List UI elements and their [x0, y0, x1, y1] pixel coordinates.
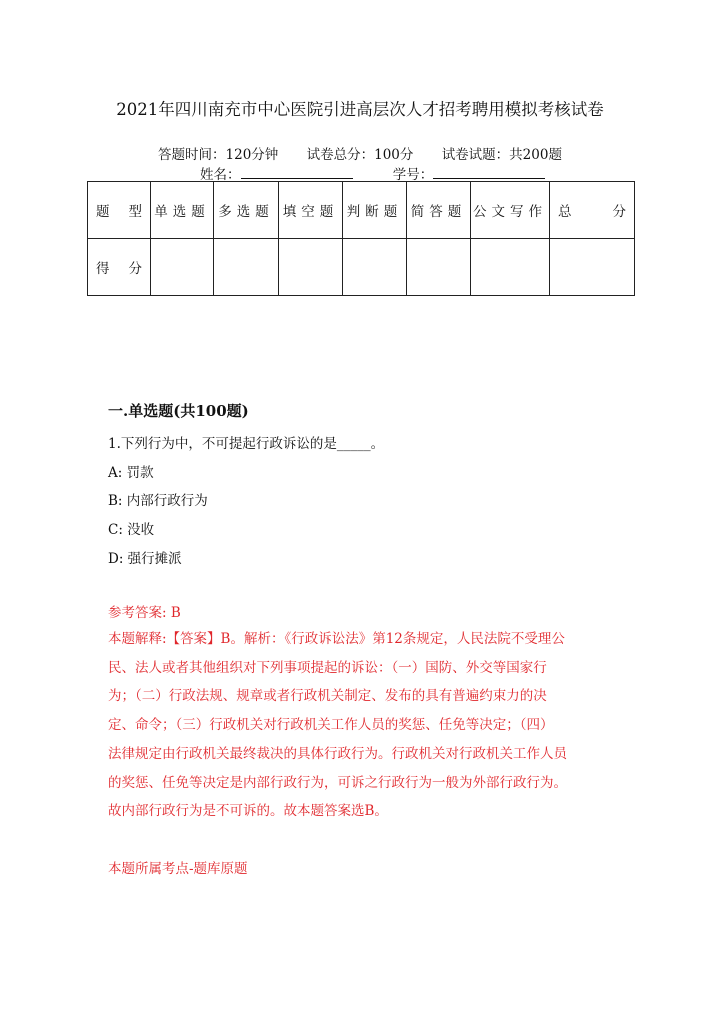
header-cell: 多选题 [214, 182, 279, 239]
header-cell: 型 [128, 204, 142, 220]
explanation-line: 故内部行政行为是不可诉的。故本题答案选B。 [108, 803, 388, 819]
option-c: C: 没收 [108, 522, 155, 538]
exam-time: 答题时间：120分钟 [158, 147, 279, 163]
header-cell: 分 [612, 204, 626, 220]
explanation-line: 定、命令；（三）行政机关对行政机关工作人员的奖惩、任免等决定；（四） [108, 717, 554, 733]
score-cell [343, 239, 407, 296]
table-score-row [88, 239, 635, 296]
row-label: 得 [96, 261, 110, 277]
header-cell: 单选题 [151, 182, 214, 239]
score-cell [214, 239, 279, 296]
option-d: D: 强行摊派 [108, 551, 182, 567]
option-a: A: 罚款 [108, 465, 154, 481]
score-cell [407, 239, 471, 296]
name-blank [241, 165, 353, 179]
topic-label: 本题所属考点-题库原题 [108, 861, 248, 877]
name-id-row [200, 163, 581, 183]
option-b: B: 内部行政行为 [108, 493, 208, 509]
question-stem: 1.下列行为中，不可提起行政诉讼的是_____。 [108, 436, 385, 452]
exam-info [0, 143, 720, 163]
exam-total-score: 试卷总分：100分 [306, 147, 414, 163]
explanation-line: 本题解释:【答案】B。解析：《行政诉讼法》第12条规定，人民法院不受理公 [108, 631, 565, 647]
header-cell: 判断题 [343, 182, 407, 239]
name-label: 姓名： [200, 167, 241, 183]
exam-title: 2021年四川南充市中心医院引进高层次人才招考聘用模拟考核试卷 [116, 100, 604, 119]
score-cell [279, 239, 343, 296]
score-cell [550, 239, 635, 296]
header-cell: 总 [558, 204, 572, 220]
header-cell: 公文写作 [471, 182, 550, 239]
explanation-line: 为；（二）行政法规、规章或者行政机关制定、发布的具有普遍约束力的决 [108, 688, 547, 704]
score-table [87, 181, 635, 296]
header-cell: 填空题 [279, 182, 343, 239]
id-blank [433, 165, 545, 179]
explanation-line: 民、法人或者其他组织对下列事项提起的诉讼：（一）国防、外交等国家行 [108, 660, 547, 676]
score-cell [151, 239, 214, 296]
id-label: 学号： [392, 167, 434, 183]
explanation-line: 法律规定由行政机关最终裁决的具体行政行为。行政机关对行政机关工作人员 [108, 746, 567, 762]
row-label: 分 [128, 261, 142, 277]
section-title: 一.单选题(共100题) [108, 402, 249, 420]
reference-answer: 参考答案: B [108, 605, 181, 621]
table-header-row [88, 182, 635, 239]
score-cell [471, 239, 550, 296]
header-cell: 题 [96, 204, 110, 220]
exam-question-count: 试卷试题：共200题 [441, 147, 562, 163]
header-cell: 简答题 [407, 182, 471, 239]
explanation-line: 的奖惩、任免等决定是内部行政行为，可诉之行政行为一般为外部行政行为。 [108, 775, 567, 791]
